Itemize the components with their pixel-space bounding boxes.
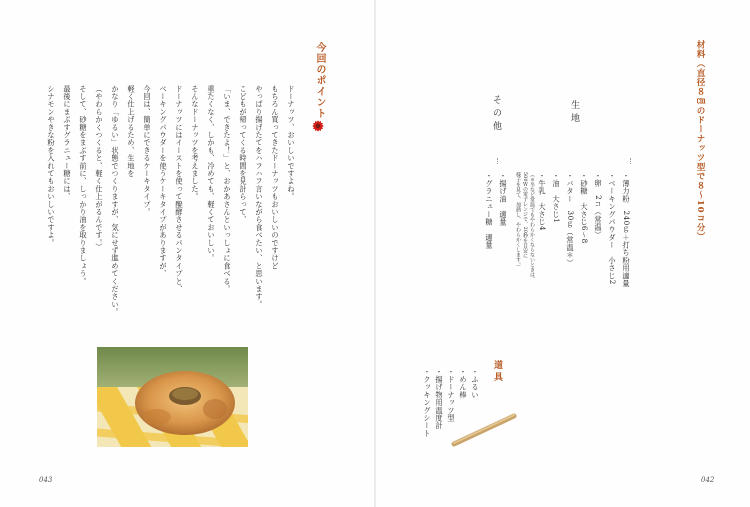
other-item: ・揚げ油 適量 — [499, 172, 508, 226]
body-line: もちろん買ってきたドーナッツもおいしいのですけど — [271, 85, 280, 270]
rolling-pin-illustration — [448, 410, 520, 448]
dough-item: ・牛乳 大さじ4 — [538, 172, 547, 231]
point-heading: 今回のポイント — [314, 42, 325, 119]
body-line: かなり「ゆるい」状態でつくりますが、気にせず進めてください。 — [111, 85, 120, 316]
donut-photo — [97, 347, 248, 447]
dough-item: ・バター 30ｇ（常温＊） — [566, 172, 575, 267]
divider — [630, 158, 631, 164]
body-line: そんなドーナッツを考えました。 — [191, 85, 200, 201]
ingredients-title: 材料（直径８㎝のドーナッツ型で８〜10コ分） — [695, 40, 705, 242]
body-line: （やわらかくつくると、軽く仕上がるんです。） — [95, 85, 104, 251]
dough-item: ・油 大さじ1 — [552, 172, 561, 224]
other-item: ・グラニュー糖 適量 — [485, 172, 494, 249]
tool-item: ・クッキングシート — [423, 368, 432, 438]
dough-item: ・ベーキングパウダー 小さじ2 — [608, 172, 617, 285]
body-line: そして、砂糖をまぶす前に、しっかり油を取りましょう。 — [79, 85, 88, 286]
tool-item: ・ドーナッツ型 — [447, 368, 456, 422]
tools-heading: 道具 — [492, 360, 502, 384]
body-line: こどもが帰ってくる時間を見計らって、 — [239, 85, 248, 224]
body-line: 重たくなく、しかも、冷めても、軽くておいしい。 — [207, 85, 216, 263]
page-number-right: 042 — [701, 476, 715, 484]
dough-label: 生地 — [569, 100, 579, 126]
tool-item: ・ふるい — [471, 368, 480, 399]
dough-item: ・薄力粉 240ｇ＋打ち粉用適量 — [622, 172, 631, 288]
dough-note: （＊冬など常温でもやわらかくならないときは、 — [529, 172, 535, 282]
body-line: ベーキングパウダーを使うケーキタイプがありますが、 — [159, 85, 168, 278]
body-line: 「いま、できたよ！」と、おかあさんといっしょに食べる。 — [223, 85, 232, 293]
body-line: ドーナッツ、おいしいですよね。 — [287, 85, 296, 201]
divider — [497, 158, 498, 164]
dough-note: 様子を見て、加熱し、やわらかくします。） — [515, 172, 521, 270]
page-number-left: 043 — [39, 476, 53, 484]
body-line: 軽く仕上げるため、生地を — [127, 85, 136, 178]
body-line: ドーナッツにはイーストを使って醗酵させるパンタイプと、 — [175, 85, 184, 293]
body-line: 今回は、簡単にできるケーキタイプ。 — [143, 85, 152, 216]
body-line: 最後にまぶすグラニュー糖には、 — [63, 85, 72, 201]
flower-icon — [310, 118, 326, 134]
gutter — [374, 0, 376, 507]
tool-item: ・揚げ物用温度計 — [435, 368, 444, 430]
dough-item: ・卵 2コ（常温） — [594, 172, 603, 239]
body-line: シナモンやきな粉を入れてもおいしいですよ。 — [47, 85, 56, 247]
dough-item: ・砂糖 大さじ6〜8 — [580, 172, 589, 244]
other-label: その他 — [491, 95, 501, 134]
dough-note: 500Ｗの電子レンジで、20秒を目安に — [522, 172, 528, 258]
tool-item: ・めん棒 — [459, 368, 468, 399]
body-line: やっぱり揚げたてをハフハフ言いながら食べたい、と思います。 — [255, 85, 264, 309]
